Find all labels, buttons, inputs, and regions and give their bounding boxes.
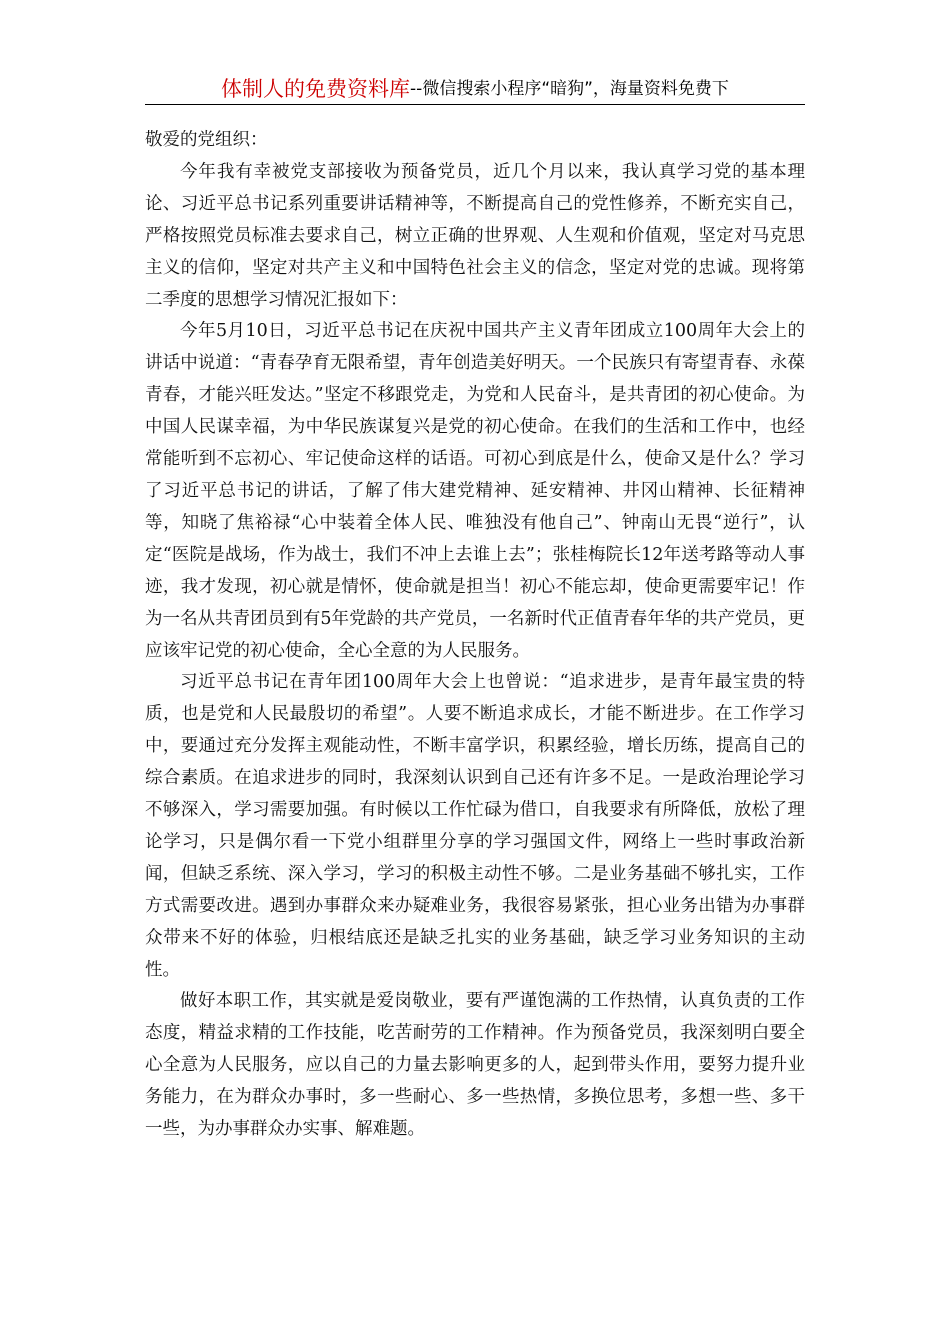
paragraph-4: 做好本职工作，其实就是爱岗敬业，要有严谨饱满的工作热情，认真负责的工作态度，精益求精的工作技能，吃苦耐劳的工作精神。作为预备党员，我深刻明白要全心全意为人民服务，应以自己的力量去影响更多的人，起到带头作用，要努力提升业务能力，在为群众办事时，多一些耐心、多一些热情，多换位思考，多想一些、多干一些，为办事群众办实事、解难题。 (145, 991, 805, 1140)
header-brand: 体制人的免费资料库 (221, 77, 411, 101)
paragraph-2: 今年5月10日，习近平总书记在庆祝中国共产主义青年团成立100周年大会上的讲话中说道：“青春孕育无限希望，青年创造美好明天。一个民族只有寄望青春、永葆青春，才能兴旺发达。”坚定不移跟党走，为党和人民奋斗，是共青团的初心使命。为中国人民谋幸福，为中华民族谋复兴是党的初心使命。在我们的生活和工作中，也经常能听到不忘初心、牢记使命这样的话语。可初心到底是什么，使命又是什么？学习了习近平总书记的讲话，了解了伟大建党精神、延安精神、井冈山精神、长征精神等，知晓了焦裕禄“心中装着全体人民、唯独没有他自己”、钟南山无畏“逆行”，认定“医院是战场，作为战士，我们不冲上去谁上去”；张桂梅院长12年送考路等动人事迹，我才发现，初心就是情怀，使命就是担当！初心不能忘却，使命更需要牢记！作为一名从共青团员到有5年党龄的共产党员，一名新时代正值青春年华的共产党员，更应该牢记党的初心使命，全心全意的为人民服务。 (145, 321, 805, 661)
document-body (145, 125, 805, 1146)
page-header (145, 72, 805, 105)
paragraph-1: 今年我有幸被党支部接收为预备党员，近几个月以来，我认真学习党的基本理论、习近平总书记系列重要讲话精神等，不断提高自己的党性修养，不断充实自己，严格按照党员标准去要求自己，树立正确的世界观、人生观和价值观，坚定对马克思主义的信仰，坚定对共产主义和中国特色社会主义的信念，坚定对党的忠诚。现将第二季度的思想学习情况汇报如下： (145, 161, 805, 310)
salutation: 敬爱的党组织： (145, 130, 268, 150)
header-tagline: --微信搜索小程序“暗狗”，海量资料免费下 (410, 79, 729, 99)
paragraph-3: 习近平总书记在青年团100周年大会上也曾说：“追求进步，是青年最宝贵的特质，也是党和人民最殷切的希望”。人要不断追求成长，才能不断进步。在工作学习中，要通过充分发挥主观能动性，不断丰富学识，积累经验，增长历练，提高自己的综合素质。在追求进步的同时，我深刻认识到自己还有许多不足。一是政治理论学习不够深入，学习需要加强。有时候以工作忙碌为借口，自我要求有所降低，放松了理论学习，只是偶尔看一下党小组群里分享的学习强国文件，网络上一些时事政治新闻，但缺乏系统、深入学习，学习的积极主动性不够。二是业务基础不够扎实，工作方式需要改进。遇到办事群众来办疑难业务，我很容易紧张，担心业务出错为办事群众带来不好的体验，归根结底还是缺乏扎实的业务基础，缺乏学习业务知识的主动性。 (145, 672, 805, 980)
